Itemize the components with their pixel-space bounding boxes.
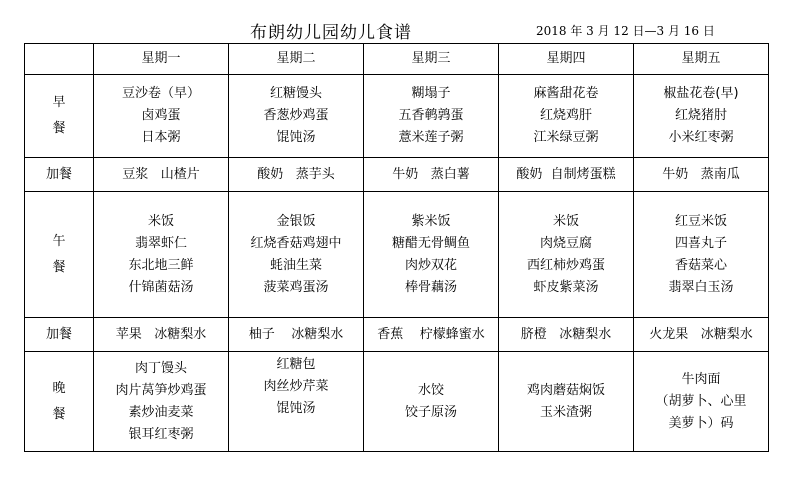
dish: 香葱炒鸡蛋 [263,108,329,123]
dish: 棒骨藕汤 [404,279,457,295]
dish: 银耳红枣粥 [128,426,194,442]
meal-label-snack-morning: 加餐 [25,158,94,192]
dish: 香菇菜心 [674,257,727,273]
dinner-mon [94,352,229,452]
snack-morning-fri: 牛奶 蒸南瓜 [634,158,769,192]
dish: 肉烧豆腐 [539,235,592,251]
snack-morning-wed: 牛奶 蒸白薯 [364,158,499,192]
dish: 什锦菌菇汤 [128,279,194,295]
day-header-tue: 星期二 [229,44,364,75]
dish: 馄饨汤 [276,130,316,145]
dish: 糊塌子 [411,86,451,101]
snack-morning-thu: 酸奶 自制烤蛋糕 [499,158,634,192]
dinner-row [25,352,769,452]
lunch-mon [94,192,229,318]
meal-label-char: 餐 [52,259,66,275]
dish: 豆沙卷（早） [121,86,200,101]
meal-label-char: 餐 [52,406,66,422]
snack-afternoon-fri: 火龙果 冰糖梨水 [634,318,769,352]
meal-label-char: 餐 [52,121,66,136]
day-header-thu: 星期四 [499,44,634,75]
breakfast-wed [364,75,499,158]
day-header-wed: 星期三 [364,44,499,75]
dish: 肉丝炒芹菜 [263,379,329,394]
day-header-fri: 星期五 [634,44,769,75]
dish: 红豆米饭 [674,213,727,229]
dish: 红糖包 [276,357,316,372]
dish: 江米绿豆粥 [533,130,599,145]
meal-label-char: 晚 [52,380,66,396]
dish: （胡萝卜、心里 [655,393,747,409]
corner-cell [25,44,94,75]
dish: 肉炒双花 [404,257,457,273]
dinner-fri [634,352,769,452]
day-header-mon: 星期一 [94,44,229,75]
dish: 日本粥 [141,130,181,145]
lunch-tue [229,192,364,318]
snack-morning-mon: 豆浆 山楂片 [94,158,229,192]
dish: 鸡肉蘑菇焖饭 [526,382,605,398]
lunch-thu [499,192,634,318]
dinner-wed [364,352,499,452]
snack-morning-tue: 酸奶 蒸芋头 [229,158,364,192]
breakfast-tue [229,75,364,158]
dish: 牛肉面 [681,371,721,387]
dish: 翡翠虾仁 [134,235,187,251]
menu-table [24,43,769,452]
breakfast-row [25,75,769,158]
breakfast-thu [499,75,634,158]
dish: 糖醋无骨鲷鱼 [391,235,470,251]
meal-label-char: 早 [52,95,66,110]
lunch-row [25,192,769,318]
dish: 东北地三鲜 [128,257,194,273]
dish: 卤鸡蛋 [141,108,181,123]
meal-label-lunch [25,192,94,318]
dish: 红烧香菇鸡翅中 [250,235,342,251]
dish: 椒盐花卷(早) [663,86,739,101]
meal-label-snack-afternoon: 加餐 [25,318,94,352]
dish: 蚝油生菜 [269,257,322,273]
lunch-fri [634,192,769,318]
dish: 紫米饭 [411,213,451,229]
snack-afternoon-mon: 苹果 冰糖梨水 [94,318,229,352]
dish: 虾皮紫菜汤 [533,279,599,295]
dish: 肉片莴笋炒鸡蛋 [115,382,207,398]
dish: 红烧鸡肝 [539,108,592,123]
snack-row-afternoon [25,318,769,352]
meal-label-dinner [25,352,94,452]
dish: 菠菜鸡蛋汤 [263,279,329,295]
dish: 米饭 [147,213,174,229]
dish: 四喜丸子 [674,235,727,251]
dish: 红糖馒头 [269,86,322,101]
dish: 五香鹌鹑蛋 [398,108,464,123]
dish: 水饺 [417,382,444,398]
meal-label-breakfast [25,75,94,158]
dish: 肉丁馒头 [134,360,187,376]
dish: 金银饭 [276,213,316,229]
dinner-thu [499,352,634,452]
header-row [25,44,769,75]
breakfast-fri [634,75,769,158]
dish: 薏米莲子粥 [398,130,464,145]
dish: 翡翠白玉汤 [668,279,734,295]
date-range: 2018 年 3 月 12 日—3 月 16 日 [536,24,715,38]
dish: 饺子原汤 [404,404,457,420]
dish: 西红柿炒鸡蛋 [526,257,605,273]
dish: 红烧猪肘 [674,108,727,123]
dinner-tue [229,352,364,452]
breakfast-mon [94,75,229,158]
snack-row-morning [25,158,769,192]
dish: 素炒油麦菜 [128,404,194,420]
snack-afternoon-wed: 香蕉 柠檬蜂蜜水 [364,318,499,352]
dish: 麻酱甜花卷 [533,86,599,101]
snack-afternoon-tue: 柚子 冰糖梨水 [229,318,364,352]
dish: 馄饨汤 [276,401,316,416]
page-title: 布朗幼儿园幼儿食谱 [250,23,412,43]
meal-label-char: 午 [52,233,66,249]
dish: 玉米渣粥 [539,404,592,420]
snack-afternoon-thu: 脐橙 冰糖梨水 [499,318,634,352]
dish: 美萝卜）码 [668,415,734,431]
lunch-wed [364,192,499,318]
dish: 米饭 [552,213,579,229]
dish: 小米红枣粥 [668,130,734,145]
